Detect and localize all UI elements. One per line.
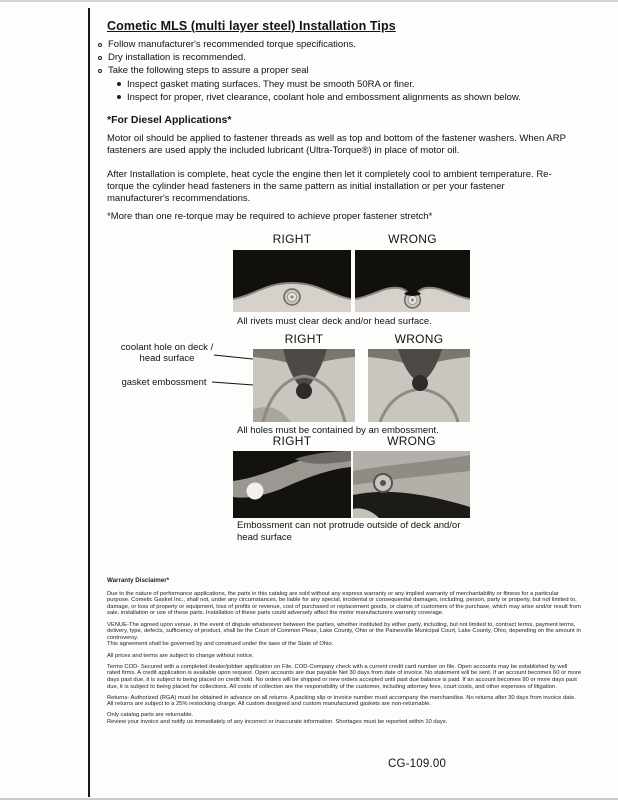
diagram-rivet-wrong-photo	[355, 250, 470, 312]
fine-print-paragraph: Returns- Authorized (RGA) must be obtained in advance on all returns. A packing slip or invoice number must accompany the merchandise. No returns after 30 days from invoice date. All returns are subject to a 25% restocking charge. All custom designed and custom manufactured gaskets are non-returnable.	[107, 694, 576, 708]
coolant-hole-callout: coolant hole on deck / head surface	[120, 342, 214, 364]
page-margin-rule	[88, 8, 90, 797]
circle-bullet-icon	[98, 69, 102, 73]
list-item-text: Take the following steps to assure a proper seal	[108, 65, 309, 77]
diagram-rivet-right-photo	[233, 250, 351, 312]
fine-print-paragraph: Terms COD- Secured with a completed dealer/jobber application on File, COD-Company check with a current credit card number on file. Open accounts may be established by well rated firms. A credit application is available upon request. Open accounts are due payable Net 30 days from date of invoice. No statement will be sent. If an account becomes 60 or more days past due, it is subject to being placed on credit hold. No orders will be shipped or new orders accepted until past due balance is paid. If an account becomes 90 or more days past due, it is subject to being placed for collections. All costs of collection are the responsibility of the customer, including attorney fees, court costs, and other expenses of litigation.	[107, 663, 581, 690]
list-item-text: Dry installation is recommended.	[108, 52, 246, 64]
diagram-protrusion-wrong-photo	[353, 451, 470, 518]
fine-print-paragraph: This agreement shall be governed by and construed under the laws of the State of Ohio.	[107, 641, 334, 648]
caption-row3: Embossment can not protrude outside of deck and/or head surface	[237, 520, 461, 543]
embossment-callout: gasket embossment	[121, 377, 207, 388]
fine-print-paragraph: VENUE-The agreed upon venue, in the event of dispute whatsoever between the parties, whether instituted by either party, including, but not limited to, contract terms, payment terms, delivery, type, defects, sufficiency of product, shall be the Court of Common Pleas, Lake County, Ohio or the Painesville Municipal Court, Lake County, Ohio, depending on the amount in controversy.	[107, 621, 581, 641]
wrong-label: WRONG	[388, 232, 437, 246]
fine-print-paragraph: All prices and terms are subject to change without notice.	[107, 652, 254, 659]
diagram-embossment-wrong-photo	[368, 349, 470, 422]
list-item	[98, 53, 521, 63]
dot-bullet-icon	[117, 82, 121, 86]
sub-list-item	[117, 80, 521, 90]
diesel-paragraph-2: After Installation is complete, heat cycle the engine then let it completely cool to ambient temperature. Re-torque the cylinder head fasteners in the same pattern as initial installation or per your fastener manufacturer's recommendations.	[107, 169, 552, 204]
diagram-embossment-right-photo	[253, 349, 355, 422]
right-label: RIGHT	[284, 332, 324, 346]
fine-print-block	[107, 653, 581, 660]
warranty-disclaimer-heading: Warranty Disclaimer*	[107, 577, 170, 584]
page-title: Cometic MLS (multi layer steel) Installation Tips	[107, 19, 396, 33]
protrusion-right-image	[233, 451, 351, 518]
caption-row2: All holes must be contained by an embossment.	[237, 425, 439, 436]
fine-print-block	[107, 695, 581, 708]
list-item-text: Follow manufacturer's recommended torque specifications.	[108, 39, 356, 50]
right-label: RIGHT	[272, 232, 312, 246]
fine-print-block	[107, 664, 581, 690]
caption-row1: All rivets must clear deck and/or head surface.	[237, 316, 432, 327]
fine-print-section	[107, 578, 581, 730]
diesel-applications-heading: *For Diesel Applications*	[107, 114, 232, 126]
list-item	[98, 40, 521, 50]
sub-list-item	[117, 93, 521, 103]
diagram-protrusion-right-photo	[233, 451, 351, 518]
hole-contained-right-image	[253, 349, 355, 422]
wrong-label: WRONG	[387, 434, 436, 448]
fine-print-block	[107, 622, 581, 648]
rivet-clearance-right-image	[233, 250, 351, 312]
catalog-page-code: CG-109.00	[388, 758, 447, 770]
fine-print-block	[107, 591, 581, 617]
fine-print-paragraph: Due to the nature of performance applications, the parts in this catalog are sold without any express warranty or any implied warranty of merchantability or fitness for a particular purpose. Cometic Gasket Inc., shall not, under any circumstances, be liable for any special, incidental or consequential damages, including, person, party or property, but not limited to, damage, or loss of property or equipment, loss of profits or revenue, cost of purchased or replacement goods, or claims of customers of the purchase, which may arise and/or result from sale, installation or use of these parts. Installation of these parts could adversely affect the motor manufacturers warranty coverage.	[107, 590, 581, 617]
hole-contained-wrong-image	[368, 349, 470, 422]
fine-print-block	[107, 712, 581, 725]
diesel-paragraph-1: Motor oil should be applied to fastener threads as well as top and bottom of the fastener washers. When ARP fasteners are used apply the included lubricant (Ultra-Torque®) in place of motor oil.	[107, 133, 566, 156]
fine-print-paragraph: Only catalog parts are returnable.	[107, 712, 194, 719]
protrusion-wrong-image	[353, 451, 470, 518]
list-item	[98, 66, 521, 76]
sub-list-item-text: Inspect for proper, rivet clearance, coolant hole and embossment alignments as shown below.	[127, 91, 521, 103]
circle-bullet-icon	[98, 43, 102, 47]
right-label: RIGHT	[272, 434, 312, 448]
circle-bullet-icon	[98, 56, 102, 60]
rivet-clearance-wrong-image	[355, 250, 470, 312]
wrong-label: WRONG	[394, 332, 444, 346]
sub-list-item-text: Inspect gasket mating surfaces. They must be smooth 50RA or finer.	[127, 78, 415, 90]
dot-bullet-icon	[117, 95, 121, 99]
retorque-note: *More than one re-torque may be required to achieve proper fastener stretch*	[107, 211, 433, 222]
fine-print-paragraph: Review your invoice and notify us immediately of any incorrect or inaccurate information. Shortages must be reported within 10 days.	[107, 719, 448, 726]
tips-list	[98, 40, 521, 106]
